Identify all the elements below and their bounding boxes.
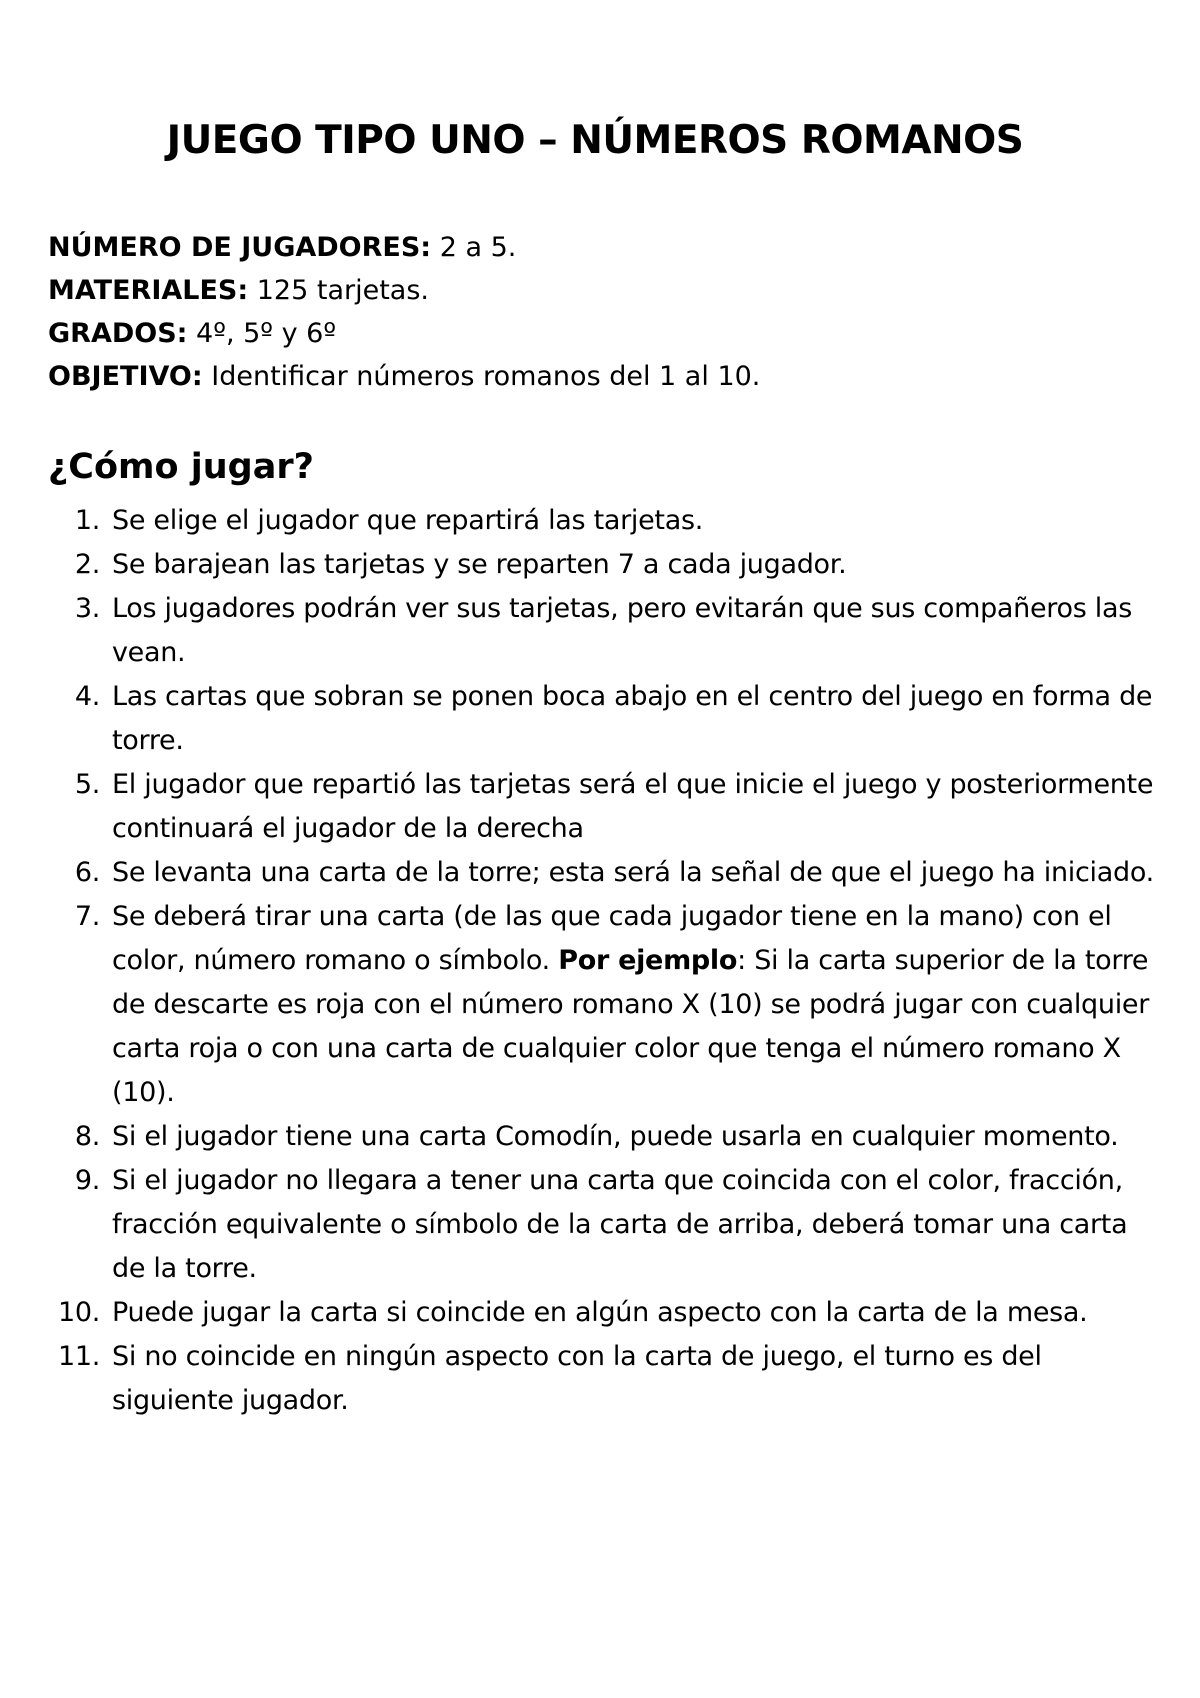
step-text-part: Se deberá tirar una carta (de las que cada jugador tiene en la mano) con el color, número romano o símbolo. — [112, 901, 1112, 976]
instructions-list — [48, 499, 1168, 1423]
list-item — [48, 1335, 1168, 1423]
step-text: Los jugadores podrán ver sus tarjetas, pero evitarán que sus compañeros las vean. — [112, 593, 1132, 668]
meta-label: OBJETIVO: — [48, 361, 203, 392]
step-text: Puede jugar la carta si coincide en algún aspecto con la carta de la mesa. — [112, 1297, 1088, 1328]
step-text: Se barajean las tarjetas y se reparten 7 a cada jugador. — [112, 549, 847, 580]
step-text: Si el jugador no llegara a tener una carta que coincida con el color, fracción, fracción equivalente o símbolo de la carta de arriba, deberá tomar una carta de la torre. — [112, 1165, 1128, 1284]
meta-value: 4º, 5º y 6º — [187, 318, 337, 349]
step-text: Se elige el jugador que repartirá las tarjetas. — [112, 505, 704, 536]
step-text: Si no coincide en ningún aspecto con la carta de juego, el turno es del siguiente jugador. — [112, 1341, 1042, 1416]
step-number: 8. — [74, 1121, 100, 1152]
step-text — [104, 895, 1168, 1115]
document-title: JUEGO TIPO UNO – NÚMEROS ROMANOS — [166, 118, 1024, 163]
step-number: 4. — [74, 681, 100, 712]
step-number: 6. — [74, 857, 100, 888]
list-item — [48, 1291, 1168, 1335]
list-item — [48, 587, 1168, 675]
list-item — [48, 895, 1168, 1115]
meta-value: 2 a 5. — [431, 232, 517, 263]
list-item — [48, 851, 1168, 895]
step-text: Se levanta una carta de la torre; esta será la señal de que el juego ha iniciado. — [112, 857, 1154, 888]
step-number: 3. — [74, 593, 100, 624]
list-item — [48, 1159, 1168, 1291]
step-number: 1. — [74, 505, 100, 536]
step-number: 2. — [74, 549, 100, 580]
meta-materials — [48, 269, 760, 312]
step-text: Las cartas que sobran se ponen boca abajo en el centro del juego en forma de torre. — [112, 681, 1153, 756]
list-item — [48, 763, 1168, 851]
step-text: El jugador que repartió las tarjetas será el que inicie el juego y posteriormente continuará el jugador de la derecha — [112, 769, 1154, 844]
meta-label: GRADOS: — [48, 318, 188, 349]
list-item — [48, 1115, 1168, 1159]
step-number: 10. — [57, 1297, 100, 1328]
how-to-play-heading: ¿Cómo jugar? — [48, 447, 314, 487]
example-label: Por ejemplo — [558, 945, 738, 976]
step-number: 7. — [74, 901, 100, 932]
meta-value: 125 tarjetas. — [248, 275, 429, 306]
list-item — [48, 675, 1168, 763]
step-text-part: : Si la carta superior de la torre de descarte es roja con el número romano X (10) se podrá jugar con cualquier carta roja o con una carta de cualquier color que tenga el número romano X (10). — [112, 945, 1150, 1108]
step-number: 5. — [74, 769, 100, 800]
step-number: 9. — [74, 1165, 100, 1196]
meta-label: NÚMERO DE JUGADORES: — [48, 232, 432, 263]
list-item — [48, 543, 1168, 587]
game-info-list — [48, 226, 760, 398]
list-item — [48, 499, 1168, 543]
meta-objective — [48, 355, 760, 398]
step-text: Si el jugador tiene una carta Comodín, puede usarla en cualquier momento. — [112, 1121, 1119, 1152]
meta-value: Identificar números romanos del 1 al 10. — [202, 361, 761, 392]
meta-players — [48, 226, 760, 269]
step-number: 11. — [57, 1341, 100, 1372]
meta-grades — [48, 312, 760, 355]
meta-label: MATERIALES: — [48, 275, 249, 306]
